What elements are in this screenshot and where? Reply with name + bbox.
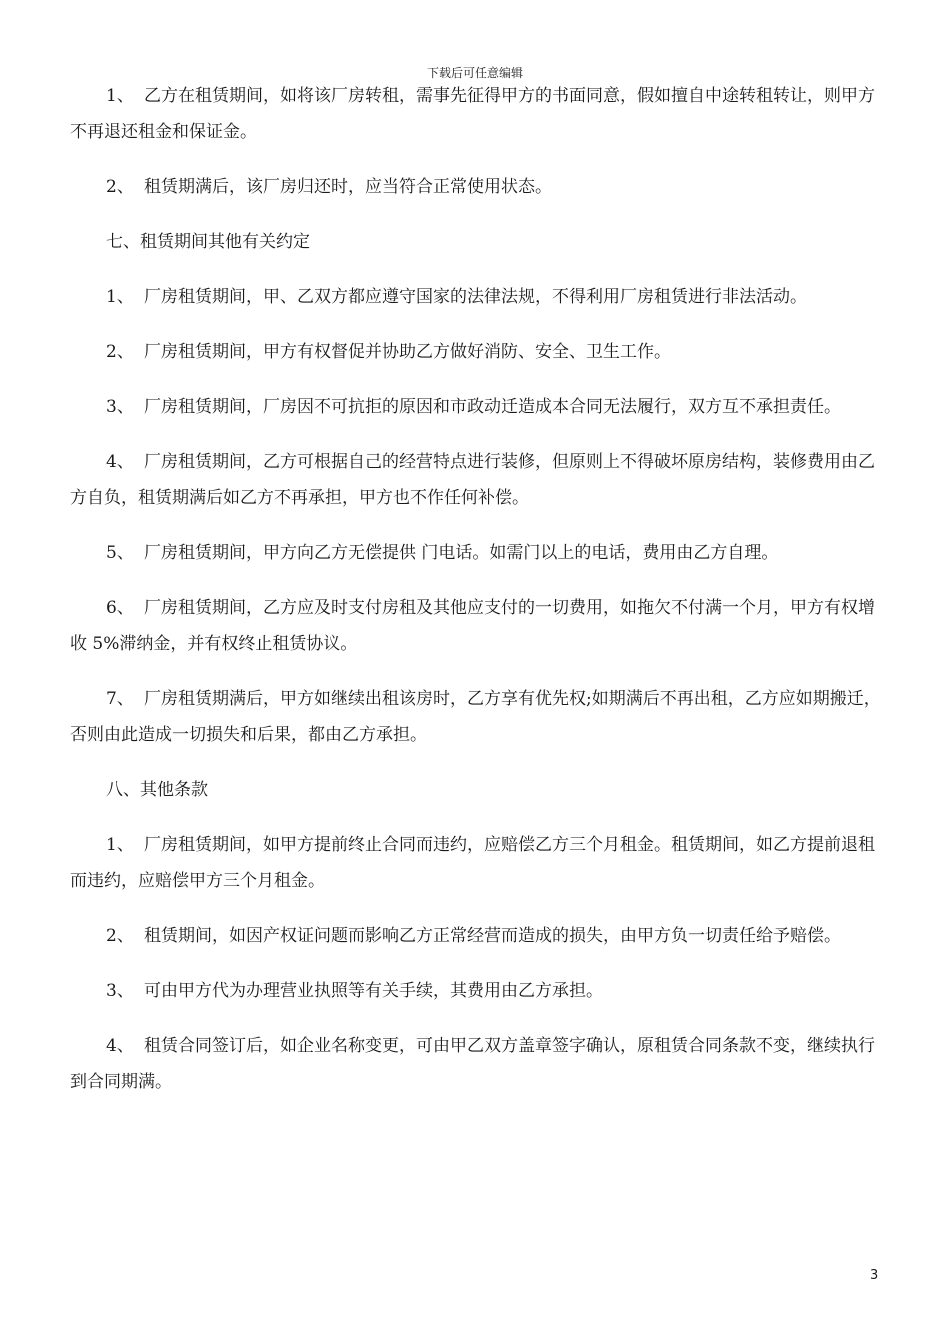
clause-text: 厂房租赁期间，乙方应及时支付房租及其他应支付的一切费用，如拖欠不付满一个月，甲方有权增收 5%滞纳金，并有权终止租赁协议。 [70,598,875,654]
clause-8-1 [70,827,882,899]
clause-text: 租赁期满后，该厂房归还时，应当符合正常使用状态。 [144,177,552,197]
clause-text: 租赁期间，如因产权证问题而影响乙方正常经营而造成的损失，由甲方负一切责任给予赔偿。 [144,926,841,946]
clause-number: 3、 [106,981,134,1001]
clause-number: 3、 [106,397,134,417]
clause-7-7 [70,681,882,753]
clause-number: 5、 [106,543,134,563]
clause-number: 2、 [106,177,134,197]
clause-7-6 [70,590,882,662]
clause-number: 4、 [106,452,134,472]
clause-text: 厂房租赁期间，甲方有权督促并协助乙方做好消防、安全、卫生工作。 [144,342,671,362]
clause-text: 厂房租赁期间，甲方向乙方无偿提供 门电话。如需门以上的电话，费用由乙方自理。 [144,543,779,563]
clause-6-1 [70,78,882,150]
clause-7-5 [70,535,882,571]
clause-text: 厂房租赁期间，厂房因不可抗拒的原因和市政动迁造成本合同无法履行，双方互不承担责任。 [144,397,841,417]
clause-number: 4、 [106,1036,134,1056]
document-body [70,78,882,1119]
clause-text: 厂房租赁期间，如甲方提前终止合同而违约，应赔偿乙方三个月租金。租赁期间，如乙方提前退租而违约，应赔偿甲方三个月租金。 [70,835,875,891]
clause-number: 2、 [106,926,134,946]
section-heading-8: 八、其他条款 [106,780,208,800]
clause-8-3 [70,973,882,1009]
clause-number: 6、 [106,598,134,618]
clause-text: 厂房租赁期满后，甲方如继续出租该房时，乙方享有优先权;如期满后不再出租，乙方应如期搬迁，否则由此造成一切损失和后果，都由乙方承担。 [70,689,881,745]
clause-7-1 [70,279,882,315]
clause-7-4 [70,444,882,516]
section-heading-7: 七、租赁期间其他有关约定 [106,232,310,252]
clause-number: 1、 [106,86,134,106]
clause-number: 1、 [106,835,134,855]
page-header: 下载后可任意编辑 [426,66,523,80]
clause-number: 1、 [106,287,134,307]
page-number: 3 [870,1268,879,1283]
clause-7-3 [70,389,882,425]
clause-text: 可由甲方代为办理营业执照等有关手续，其费用由乙方承担。 [144,981,603,1001]
clause-text: 厂房租赁期间，甲、乙双方都应遵守国家的法律法规，不得利用厂房租赁进行非法活动。 [144,287,807,307]
clause-text: 租赁合同签订后，如企业名称变更，可由甲乙双方盖章签字确认，原租赁合同条款不变，继续执行到合同期满。 [70,1036,875,1092]
clause-text: 厂房租赁期间，乙方可根据自己的经营特点进行装修，但原则上不得破坏原房结构，装修费用由乙方自负，租赁期满后如乙方不再承担，甲方也不作任何补偿。 [70,452,875,508]
clause-8-4 [70,1028,882,1100]
clause-number: 7、 [106,689,134,709]
clause-8-2 [70,918,882,954]
clause-number: 2、 [106,342,134,362]
clause-text: 乙方在租赁期间，如将该厂房转租，需事先征得甲方的书面同意，假如擅自中途转租转让，则甲方不再退还租金和保证金。 [70,86,875,142]
clause-7-2 [70,334,882,370]
clause-6-2 [70,169,882,205]
